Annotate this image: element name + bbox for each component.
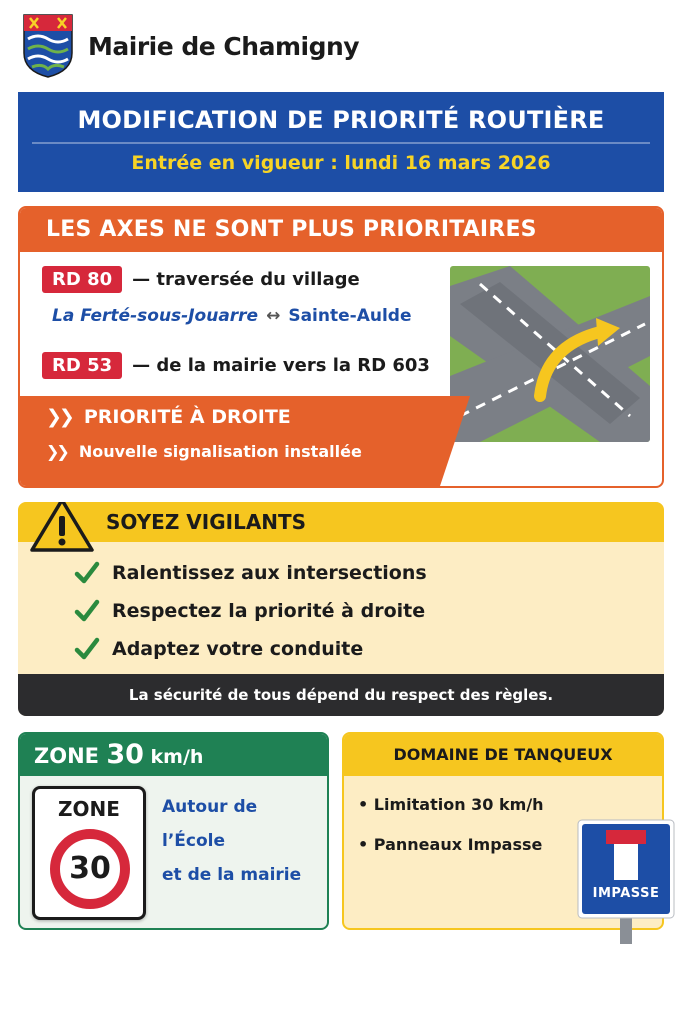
zone30-sign-label: ZONE — [58, 797, 120, 821]
double-arrow-icon: ↔ — [266, 306, 281, 326]
coat-of-arms-icon — [22, 13, 74, 79]
safety-footer: La sécurité de tous dépend du respect des règles. — [18, 674, 664, 716]
road-description-rd80: — traversée du village — [132, 269, 360, 290]
axes-section — [18, 206, 664, 488]
header — [22, 14, 359, 78]
axes-heading: LES AXES NE SONT PLUS PRIORITAIRES — [20, 208, 662, 252]
zone30-heading-unit: km/h — [143, 746, 204, 768]
advice-list — [74, 554, 427, 668]
road-badge-rd80: RD 80 — [42, 266, 122, 293]
advice-text: Respectez la priorité à droite — [112, 600, 426, 622]
road-rd53 — [42, 352, 430, 379]
speed-limit-circle: 30 — [50, 829, 130, 909]
domaine-heading: DOMAINE DE TANQUEUX — [344, 734, 662, 776]
warning-icon — [28, 502, 96, 554]
dead-end-sign-icon — [576, 818, 676, 948]
zone30-line: et de la mairie — [162, 865, 302, 885]
title-banner — [18, 92, 664, 192]
zone30-location — [162, 790, 301, 892]
road-badge-rd53: RD 53 — [42, 352, 122, 379]
zone30-section — [18, 732, 329, 930]
checkmark-icon — [74, 598, 100, 624]
vigilance-section — [18, 502, 664, 716]
checkmark-icon — [74, 560, 100, 586]
road-description-rd53: — de la mairie vers la RD 603 — [132, 355, 430, 376]
route-to: Sainte-Aulde — [288, 306, 412, 326]
list-item: • Panneaux Impasse — [358, 835, 543, 854]
chevron-right-icon: ❯❯ — [46, 442, 67, 461]
list-item — [74, 554, 427, 592]
domaine-list — [358, 790, 544, 870]
zone30-sign — [32, 786, 146, 920]
route-line — [52, 306, 412, 326]
intersection-illustration-icon — [450, 266, 650, 442]
effective-date: Entrée en vigueur : lundi 16 mars 2026 — [131, 152, 551, 174]
priority-right-line — [46, 406, 291, 428]
mairie-name: Mairie de Chamigny — [88, 31, 360, 61]
priority-banner — [20, 396, 440, 486]
chevron-right-icon: ❯❯ — [46, 406, 72, 428]
route-from: La Ferté-sous-Jouarre — [52, 306, 259, 326]
advice-text: Ralentissez aux intersections — [112, 562, 427, 584]
zone30-line: Autour de — [162, 797, 258, 817]
list-item — [74, 630, 427, 668]
main-title: MODIFICATION DE PRIORITÉ ROUTIÈRE — [77, 106, 605, 134]
zone30-heading-word: ZONE — [34, 744, 107, 768]
list-item: • Limitation 30 km/h — [358, 795, 544, 814]
advice-text: Adaptez votre conduite — [112, 638, 364, 660]
checkmark-icon — [74, 636, 100, 662]
list-item — [74, 592, 427, 630]
impasse-label: IMPASSE — [592, 886, 660, 901]
zone30-heading — [20, 734, 327, 776]
new-signage-text: Nouvelle signalisation installée — [78, 442, 362, 461]
impasse-sign — [576, 818, 676, 948]
title-divider — [32, 142, 650, 144]
vigilance-heading: SOYEZ VIGILANTS — [18, 502, 664, 542]
zone30-line: l’École — [162, 831, 226, 851]
priority-right-text: PRIORITÉ À DROITE — [83, 406, 291, 428]
road-rd80 — [42, 266, 360, 293]
zone30-heading-number: 30 — [106, 739, 144, 770]
new-signage-line — [46, 442, 362, 461]
